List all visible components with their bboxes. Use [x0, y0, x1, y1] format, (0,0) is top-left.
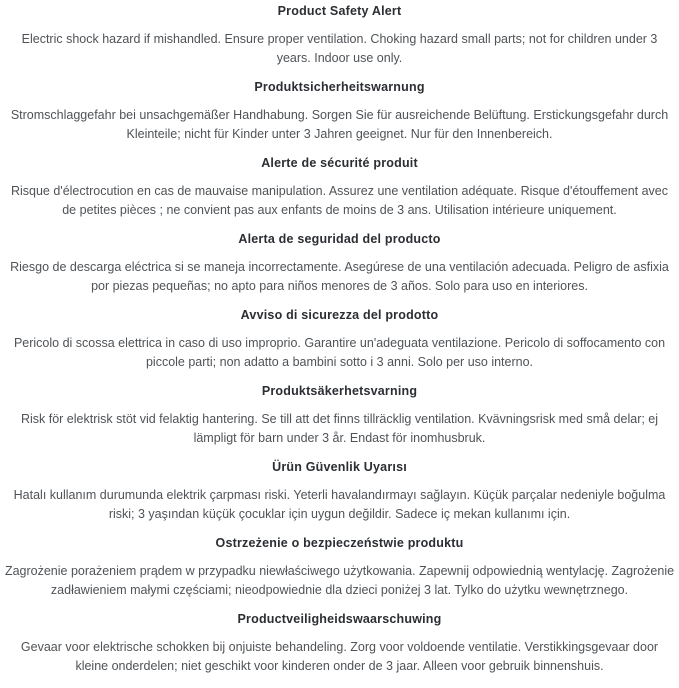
safety-body-en: Electric shock hazard if mishandled. Ensure proper ventilation. Choking hazard small parts; not for children under 3 years. Indoor use only. — [21, 32, 658, 65]
safety-section-it — [3, 306, 676, 372]
safety-heading-de: Produktsicherheitswarnung — [254, 80, 425, 94]
safety-section-sv — [3, 382, 676, 448]
safety-heading-it: Avviso di sicurezza del prodotto — [240, 308, 439, 322]
safety-heading-en: Product Safety Alert — [277, 4, 402, 18]
safety-section-en — [3, 2, 676, 68]
safety-body-sv: Risk för elektrisk stöt vid felaktig hantering. Se till att det finns tillräcklig ventilation. Kvävningsrisk med små delar; ej lämpligt för barn under 3 år. Endast för inomhusbruk. — [20, 412, 659, 445]
safety-body-tr: Hatalı kullanım durumunda elektrik çarpması riski. Yeterli havalandırmayı sağlayın. Küçük parçalar nedeniyle boğulma riski; 3 yaşından küçük çocuklar için uygun değildir. Sadece iç mekan kullanımı için. — [13, 488, 666, 521]
safety-body-nl: Gevaar voor elektrische schokken bij onjuiste behandeling. Zorg voor voldoende ventilatie. Verstikkingsgevaar door kleine onderdelen; niet geschikt voor kinderen onder de 3 jaar. Alleen voor gebruik binnenshuis. — [20, 640, 659, 673]
safety-heading-es: Alerta de seguridad del producto — [238, 232, 441, 246]
safety-body-fr: Risque d'électrocution en cas de mauvaise manipulation. Assurez une ventilation adéquate. Risque d'étouffement avec de petites pièces ; ne convient pas aux enfants de moins de 3 ans. Utilisation intérieure uniquement. — [10, 184, 669, 217]
safety-body-es: Riesgo de descarga eléctrica si se maneja incorrectamente. Asegúrese de una ventilación adecuada. Peligro de asfixia por piezas pequeñas; no apto para niños menores de 3 años. Solo para uso en interiores. — [10, 260, 669, 293]
safety-section-pl — [3, 534, 676, 600]
safety-body-de: Stromschlaggefahr bei unsachgemäßer Handhabung. Sorgen Sie für ausreichende Belüftung. Erstickungsgefahr durch Kleinteile; nicht für Kinder unter 3 Jahren geeignet. Nur für den Innenbereich. — [10, 108, 669, 141]
safety-body-pl: Zagrożenie porażeniem prądem w przypadku niewłaściwego użytkowania. Zapewnij odpowiednią wentylację. Zagrożenie zadławieniem małymi częściami; nieodpowiednie dla dzieci poniżej 3 lat. Tylko do użytku wewnętrznego. — [4, 564, 675, 597]
safety-section-es — [3, 230, 676, 296]
safety-heading-nl: Productveiligheidswaarschuwing — [237, 612, 442, 626]
safety-heading-tr: Ürün Güvenlik Uyarısı — [272, 460, 407, 474]
safety-body-it: Pericolo di scossa elettrica in caso di uso improprio. Garantire un'adeguata ventilazione. Pericolo di soffocamento con piccole parti; non adatto a bambini sotto i 3 anni. Solo per uso interno. — [13, 336, 666, 369]
safety-heading-pl: Ostrzeżenie o bezpieczeństwie produktu — [215, 536, 464, 550]
safety-heading-sv: Produktsäkerhetsvarning — [261, 384, 418, 398]
safety-heading-fr: Alerte de sécurité produit — [261, 156, 418, 170]
safety-section-tr — [3, 458, 676, 524]
safety-section-fr — [3, 154, 676, 220]
safety-section-nl — [3, 610, 676, 676]
safety-section-de — [3, 78, 676, 144]
